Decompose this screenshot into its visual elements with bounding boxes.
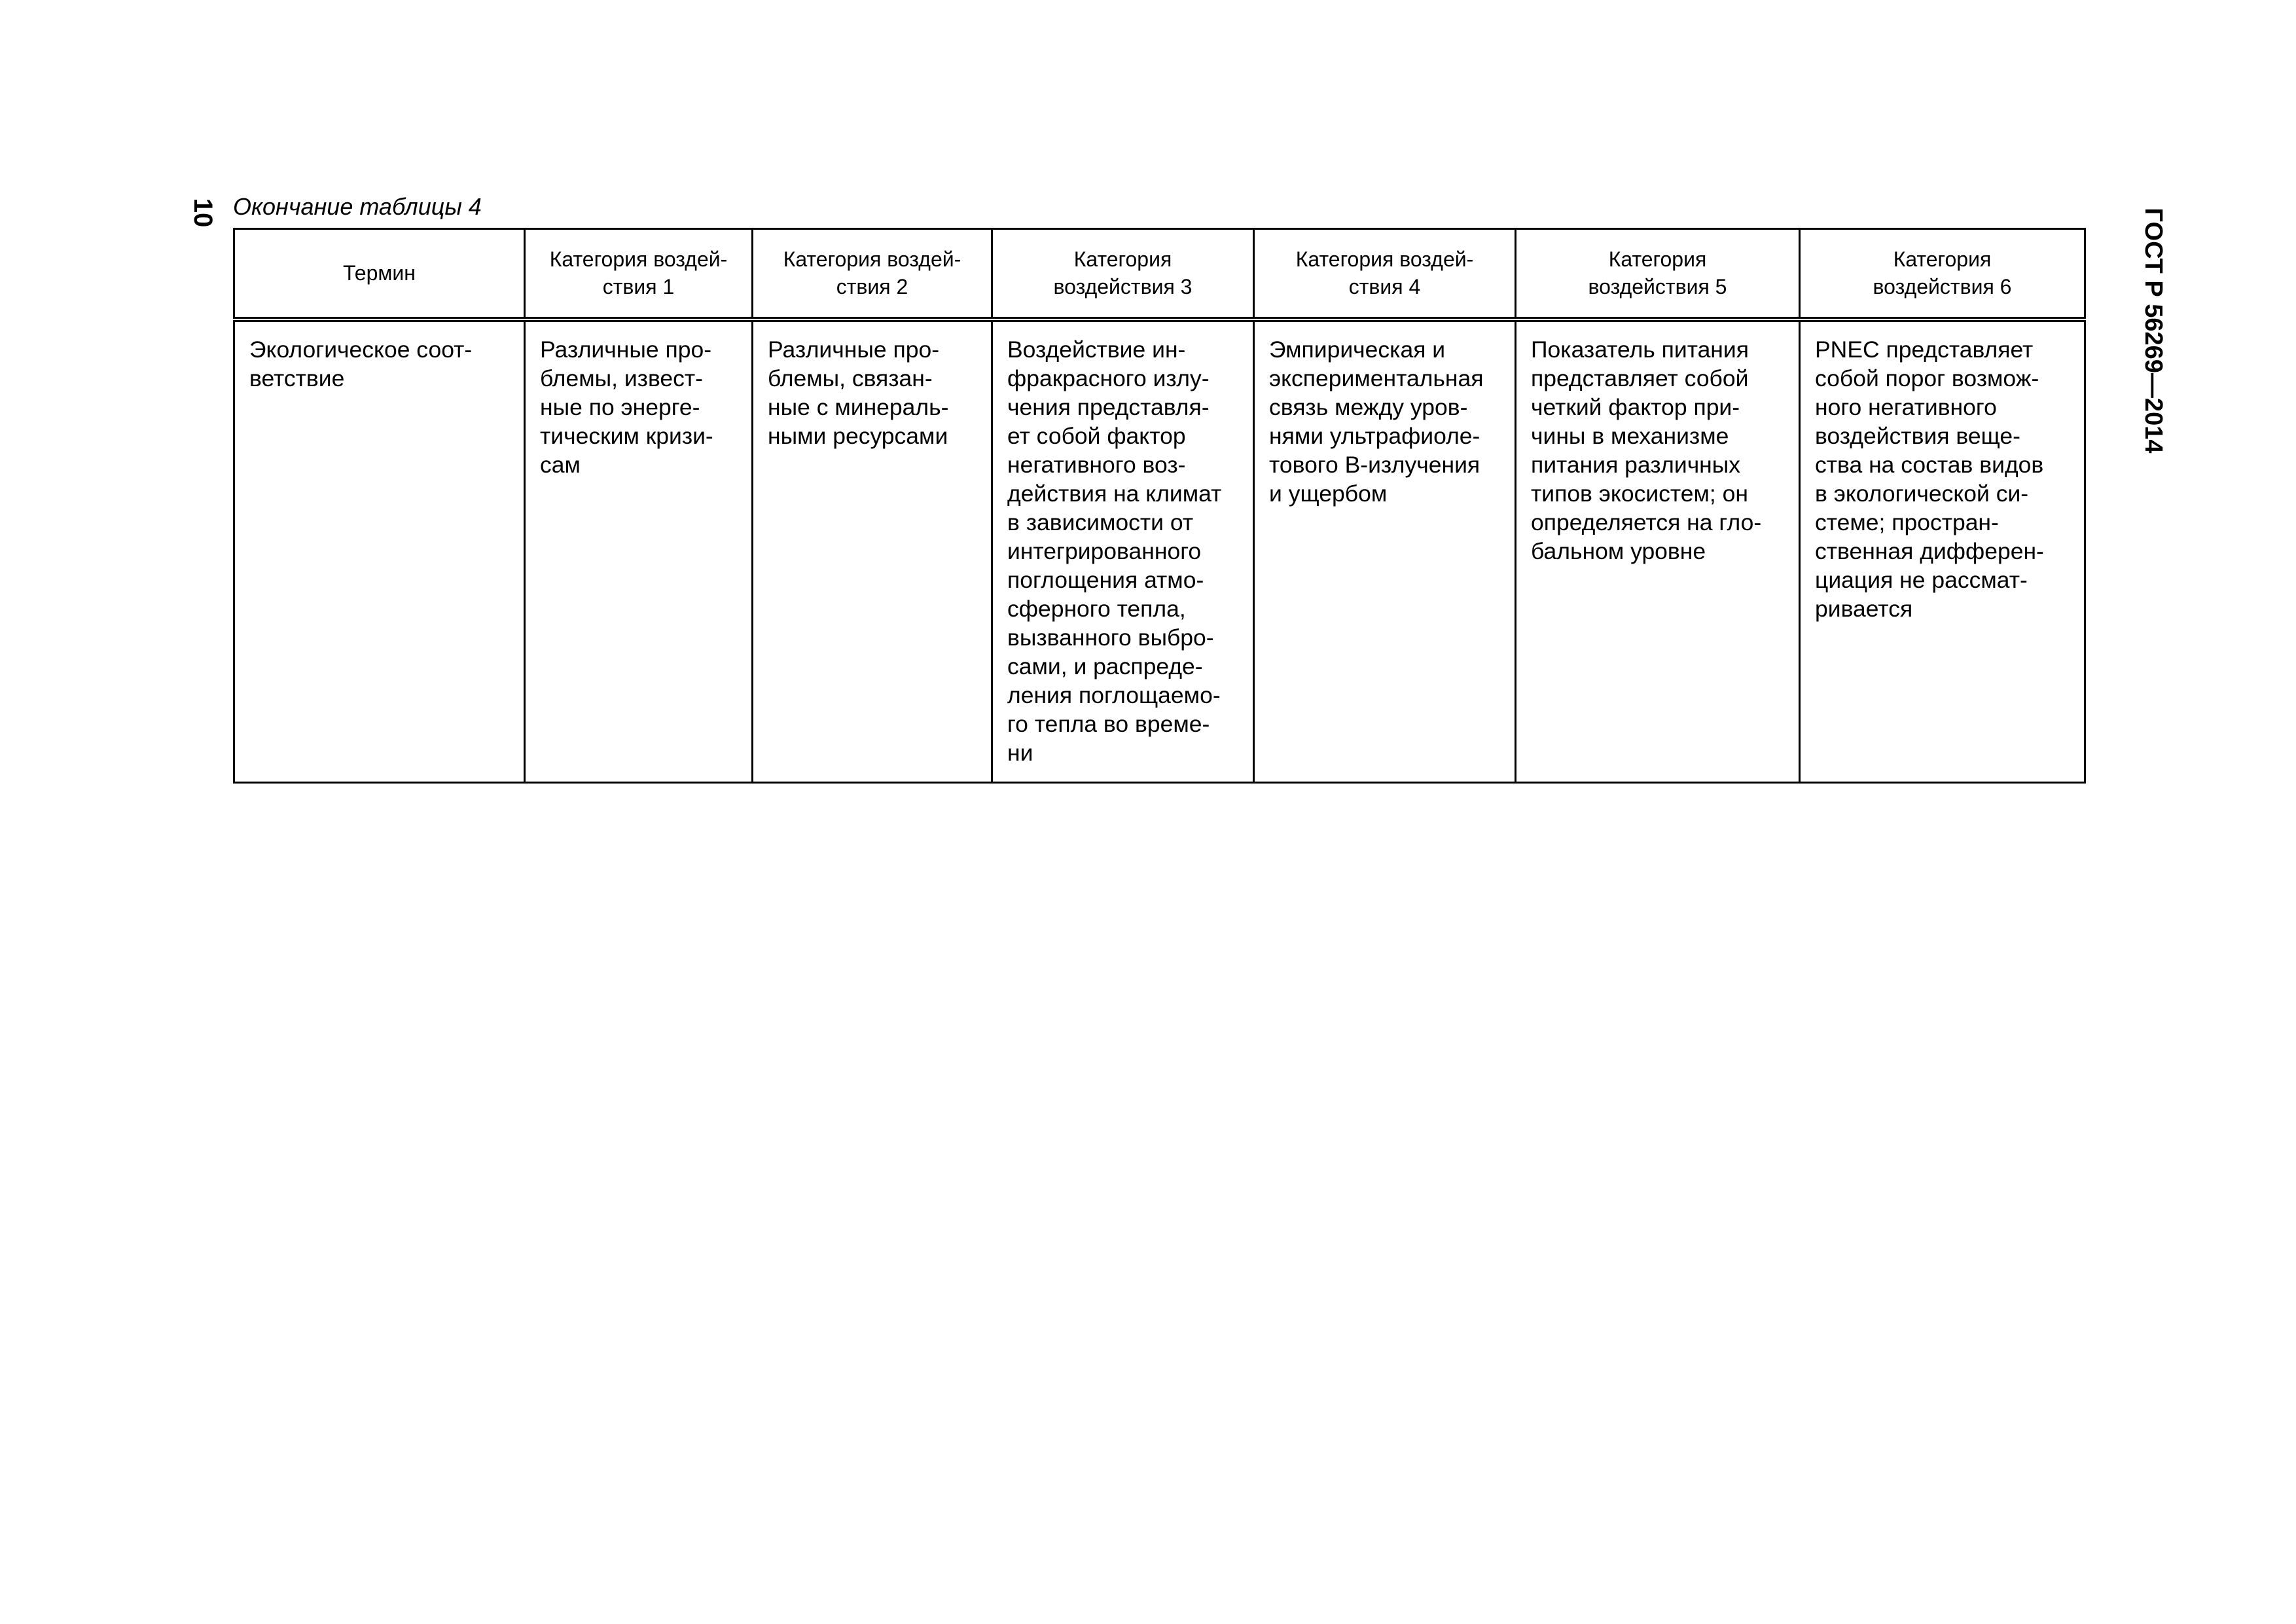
cell-line: ные по энерге- [540, 393, 700, 420]
cell-line: Показатель питания [1531, 336, 1749, 363]
header-line: ствия 2 [836, 275, 908, 299]
cell-line: действия на климат [1007, 480, 1222, 507]
cell-line: ственная дифферен- [1815, 537, 2044, 564]
header-line: Категория воздей- [1295, 247, 1474, 272]
cell-line: Воздействие ин- [1007, 336, 1186, 363]
cell-line: в зависимости от [1007, 509, 1194, 535]
header-cell-category-4 [1254, 229, 1516, 319]
cell-line: нями ультрафиоле- [1269, 422, 1480, 449]
cell-line: блемы, связан- [768, 365, 933, 391]
header-line: ствия 4 [1348, 275, 1421, 299]
cell-line: Эмпирическая и [1269, 336, 1446, 363]
cell-category-4 [1254, 319, 1516, 783]
cell-line: чения представля- [1007, 393, 1210, 420]
cell-line: интегрированного [1007, 537, 1202, 564]
cell-category-6 [1800, 319, 2085, 783]
cell-line: ривается [1815, 595, 1913, 622]
cell-category-1 [525, 319, 753, 783]
cell-line: Различные про- [540, 336, 712, 363]
header-cell-category-1 [525, 229, 753, 319]
cell-line: воздействия веще- [1815, 422, 2020, 449]
cell-line: сам [540, 451, 581, 478]
header-cell-term [234, 229, 525, 319]
document-code: ГОСТ Р 56269—2014 [2140, 208, 2167, 454]
header-line: воздействия 3 [1053, 275, 1193, 299]
cell-line: тическим кризи- [540, 422, 713, 449]
cell-line: циация не рассмат- [1815, 566, 2028, 593]
table-header-row [234, 229, 2085, 319]
cell-line: ные с минераль- [768, 393, 949, 420]
cell-line: сами, и распреде- [1007, 653, 1203, 679]
cell-line: поглощения атмо- [1007, 566, 1204, 593]
cell-line: Экологическое соот- [249, 336, 473, 363]
cell-line: представляет собой [1531, 365, 1749, 391]
header-line: Категория [1073, 247, 1172, 272]
cell-line: Различные про- [768, 336, 940, 363]
cell-line: ными ресурсами [768, 422, 948, 449]
header-line: воздействия 5 [1588, 275, 1727, 299]
cell-line: четкий фактор при- [1531, 393, 1740, 420]
cell-category-5 [1516, 319, 1800, 783]
cell-line: питания различных [1531, 451, 1741, 478]
cell-line: PNEC представляет [1815, 336, 2034, 363]
cell-line: тового В-излучения [1269, 451, 1480, 478]
cell-line: фракрасного излу- [1007, 365, 1210, 391]
header-line: воздействия 6 [1873, 275, 2012, 299]
data-table [233, 228, 2086, 784]
cell-line: ления поглощаемо- [1007, 681, 1221, 708]
cell-line: го тепла во време- [1007, 710, 1210, 737]
cell-line: чины в механизме [1531, 422, 1729, 449]
cell-line: в экологической си- [1815, 480, 2029, 507]
header-line: Термин [343, 261, 416, 285]
header-cell-category-3 [992, 229, 1254, 319]
header-line: ствия 1 [602, 275, 675, 299]
cell-line: ет собой фактор [1007, 422, 1186, 449]
cell-line: экспериментальная [1269, 365, 1484, 391]
cell-line: собой порог возмож- [1815, 365, 2039, 391]
cell-line: вызванного выбро- [1007, 624, 1214, 651]
cell-line: определяется на гло- [1531, 509, 1762, 535]
table-caption: Окончание таблицы 4 [233, 193, 482, 220]
cell-category-3 [992, 319, 1254, 783]
cell-line: блемы, извест- [540, 365, 703, 391]
cell-category-2 [753, 319, 992, 783]
cell-line: типов экосистем; он [1531, 480, 1748, 507]
cell-line: связь между уров- [1269, 393, 1468, 420]
header-cell-category-5 [1516, 229, 1800, 319]
cell-line: сферного тепла, [1007, 595, 1186, 622]
header-line: Категория воздей- [549, 247, 728, 272]
table-row [234, 319, 2085, 783]
cell-line: ного негативного [1815, 393, 1997, 420]
cell-line: негативного воз- [1007, 451, 1186, 478]
header-line: Категория [1608, 247, 1707, 272]
header-line: Категория воздей- [783, 247, 961, 272]
cell-line: бальном уровне [1531, 537, 1706, 564]
cell-line: ветствие [249, 365, 345, 391]
cell-line: и ущербом [1269, 480, 1388, 507]
cell-line: стеме; простран- [1815, 509, 1999, 535]
cell-line: ства на состав видов [1815, 451, 2044, 478]
header-cell-category-2 [753, 229, 992, 319]
header-line: Категория [1893, 247, 1992, 272]
cell-term [234, 319, 525, 783]
cell-line: ни [1007, 739, 1033, 766]
header-cell-category-6 [1800, 229, 2085, 319]
page-number: 10 [188, 198, 217, 228]
